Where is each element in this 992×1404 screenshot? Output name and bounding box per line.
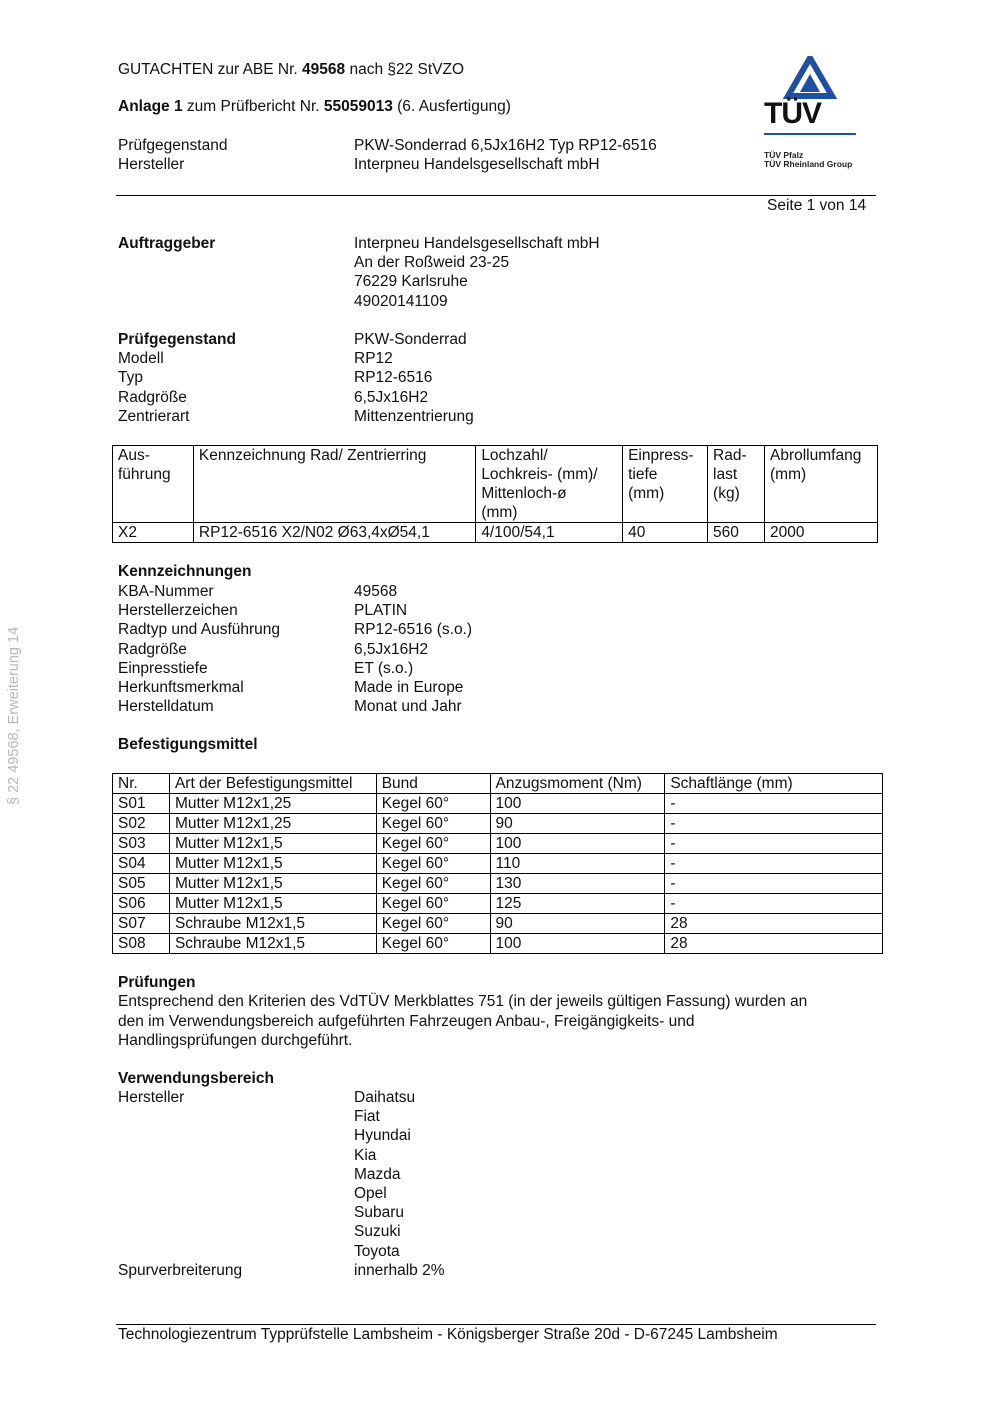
table-cell: Mutter M12x1,5 — [169, 854, 376, 874]
table-cell: RP12-6516 X2/N02 Ø63,4xØ54,1 — [193, 523, 475, 543]
field-value: Monat und Jahr — [354, 698, 462, 716]
table-header-cell: Bund — [376, 774, 490, 794]
field-value: RP12-6516 — [354, 369, 433, 387]
rad-table — [112, 445, 878, 543]
auftraggeber-section — [118, 234, 718, 311]
table-cell: Kegel 60° — [376, 814, 490, 834]
table-cell: - — [665, 854, 883, 874]
footer-address: Technologiezentrum Typprüfstelle Lambsheim - Königsberger Straße 20d - D-67245 Lambsheim — [118, 1326, 778, 1343]
table-cell: 2000 — [765, 523, 878, 543]
field-label: Herstelldatum — [118, 698, 214, 716]
hersteller-label: Hersteller — [118, 1089, 185, 1106]
subtitle-mid: zum Prüfbericht Nr. — [182, 98, 324, 115]
list-item: Daihatsu — [354, 1089, 416, 1106]
table-cell: Mutter M12x1,25 — [169, 794, 376, 814]
table-row — [113, 914, 883, 934]
table-cell: S08 — [113, 934, 170, 954]
table-cell: Mutter M12x1,5 — [169, 834, 376, 854]
list-item: Hyundai — [354, 1127, 411, 1145]
list-item: Subaru — [354, 1204, 404, 1222]
table-row — [113, 794, 883, 814]
list-item: Mazda — [354, 1165, 401, 1183]
table-header-cell: Lochzahl/ Lochkreis- (mm)/ Mittenloch-ø (mm) — [476, 446, 623, 523]
list-item: Suzuki — [354, 1223, 401, 1241]
table-row — [113, 874, 883, 894]
page-number: Seite 1 von 14 — [767, 197, 867, 214]
table-row — [113, 834, 883, 854]
field-label: Radgröße — [118, 640, 187, 658]
list-item: Toyota — [354, 1242, 400, 1260]
table-header-cell: Einpress- tiefe (mm) — [623, 446, 708, 523]
sidebar-reference-text: § 22 49568, Erweiterung 14 — [6, 626, 22, 805]
field-label: Zentrierart — [118, 407, 190, 425]
section-heading: Auftraggeber — [118, 235, 216, 252]
pruefbericht-number: 55059013 — [323, 98, 393, 115]
table-cell: Mutter M12x1,5 — [169, 874, 376, 894]
field-label: Herstellerzeichen — [118, 602, 238, 620]
befestigung-heading: Befestigungsmittel — [118, 736, 258, 753]
section-heading: Prüfgegenstand — [118, 331, 236, 348]
field-value: Mittenzentrierung — [354, 407, 474, 425]
table-cell: S05 — [113, 874, 170, 894]
report-subtitle — [118, 97, 511, 116]
table-cell: 100 — [490, 834, 665, 854]
table-header-cell: Schaftlänge (mm) — [665, 774, 883, 794]
table-cell: 28 — [665, 914, 883, 934]
table-cell: - — [665, 894, 883, 914]
table-cell: 125 — [490, 894, 665, 914]
table-cell: - — [665, 874, 883, 894]
kennzeichnungen-list — [118, 582, 718, 716]
kennzeichnungen-heading: Kennzeichnungen — [118, 563, 252, 580]
client-id: 49020141109 — [354, 292, 448, 310]
table-cell: - — [665, 794, 883, 814]
table-cell: - — [665, 814, 883, 834]
table-cell: Schraube M12x1,5 — [169, 934, 376, 954]
field-label: Radgröße — [118, 388, 187, 406]
field-value: 49568 — [354, 583, 398, 600]
table-header-cell: Rad- last (kg) — [708, 446, 765, 523]
table-cell: Kegel 60° — [376, 874, 490, 894]
table-cell: 130 — [490, 874, 665, 894]
field-value: PLATIN — [354, 602, 408, 620]
client-city: 76229 Karlsruhe — [354, 273, 468, 291]
table-header-cell: Aus- führung — [113, 446, 194, 523]
table-cell: X2 — [113, 523, 194, 543]
table-row — [113, 934, 883, 954]
report-title — [118, 60, 464, 79]
table-cell: 560 — [708, 523, 765, 543]
field-label: Typ — [118, 369, 143, 387]
table-cell: 100 — [490, 934, 665, 954]
table-cell: Kegel 60° — [376, 794, 490, 814]
section-value: PKW-Sonderrad — [354, 331, 467, 348]
table-cell: 90 — [490, 914, 665, 934]
table-header-row — [113, 774, 883, 794]
field-label: Herkunftsmerkmal — [118, 678, 244, 696]
table-cell: Kegel 60° — [376, 934, 490, 954]
header-value: PKW-Sonderrad 6,5Jx16H2 Typ RP12-6516 — [354, 137, 657, 154]
table-cell: S01 — [113, 794, 170, 814]
list-item: Opel — [354, 1184, 387, 1202]
tuev-logo-text: TÜV — [764, 97, 821, 130]
pruefungen-line: Handlingsprüfungen durchgeführt. — [118, 1032, 353, 1049]
table-cell: Kegel 60° — [376, 894, 490, 914]
pruefgegenstand-section — [118, 330, 718, 426]
table-cell: Mutter M12x1,5 — [169, 894, 376, 914]
field-value: RP12 — [354, 350, 393, 368]
header-label: Prüfgegenstand — [118, 137, 228, 154]
verwendungsbereich-heading: Verwendungsbereich — [118, 1070, 274, 1087]
table-cell: 90 — [490, 814, 665, 834]
table-cell: 100 — [490, 794, 665, 814]
spur-value: innerhalb 2% — [354, 1262, 445, 1279]
table-cell: Mutter M12x1,25 — [169, 814, 376, 834]
table-cell: - — [665, 834, 883, 854]
table-cell: S03 — [113, 834, 170, 854]
table-cell: 4/100/54,1 — [476, 523, 623, 543]
client-street: An der Roßweid 23-25 — [354, 254, 510, 272]
table-cell: S02 — [113, 814, 170, 834]
list-item: Kia — [354, 1146, 377, 1164]
table-cell: Schraube M12x1,5 — [169, 914, 376, 934]
table-row — [113, 814, 883, 834]
table-cell: Kegel 60° — [376, 834, 490, 854]
pruefungen-line: Entsprechend den Kriterien des VdTÜV Merkblattes 751 (in der jeweils gültigen Fassung) wurden an — [118, 993, 808, 1010]
title-suffix: nach §22 StVZO — [345, 61, 465, 78]
tuev-logo — [760, 56, 860, 176]
field-value: 6,5Jx16H2 — [354, 388, 429, 406]
table-row — [113, 523, 878, 543]
field-value: 6,5Jx16H2 — [354, 640, 429, 658]
table-cell: Kegel 60° — [376, 854, 490, 874]
field-label: Modell — [118, 350, 164, 368]
table-header-cell: Art der Befestigungsmittel — [169, 774, 376, 794]
pruefungen-heading: Prüfungen — [118, 974, 196, 991]
logo-subline-1: TÜV Pfalz — [764, 150, 804, 160]
table-header-cell: Abrollumfang (mm) — [765, 446, 878, 523]
field-value: RP12-6516 (s.o.) — [354, 621, 473, 639]
field-value: Made in Europe — [354, 678, 464, 696]
header-value: Interpneu Handelsgesellschaft mbH — [354, 156, 600, 174]
field-value: ET (s.o.) — [354, 659, 414, 677]
logo-rule — [764, 133, 856, 135]
table-header-cell: Anzugsmoment (Nm) — [490, 774, 665, 794]
spur-label: Spurverbreiterung — [118, 1262, 243, 1279]
table-cell: S04 — [113, 854, 170, 874]
table-cell: Kegel 60° — [376, 914, 490, 934]
table-cell: S06 — [113, 894, 170, 914]
table-row — [113, 894, 883, 914]
header-divider — [116, 195, 876, 196]
pruefungen-line: den im Verwendungsbereich aufgeführten Fahrzeugen Anbau-, Freigängigkeits- und — [118, 1013, 695, 1030]
field-label: Radtyp und Ausführung — [118, 621, 281, 639]
title-prefix: GUTACHTEN zur ABE Nr. — [118, 61, 303, 78]
table-cell: S07 — [113, 914, 170, 934]
table-cell: 40 — [623, 523, 708, 543]
befestigung-table — [112, 773, 883, 954]
table-cell: 110 — [490, 854, 665, 874]
table-header-cell: Kennzeichnung Rad/ Zentrierring — [193, 446, 475, 523]
header-info — [118, 136, 718, 174]
table-header-row — [113, 446, 878, 523]
abe-number: 49568 — [302, 61, 346, 78]
anlage-label: Anlage 1 — [118, 98, 183, 115]
subtitle-suffix: (6. Ausfertigung) — [392, 98, 511, 115]
client-name: Interpneu Handelsgesellschaft mbH — [354, 235, 600, 252]
list-item: Fiat — [354, 1108, 380, 1126]
field-label: Einpresstiefe — [118, 659, 208, 677]
table-row — [113, 854, 883, 874]
table-cell: 28 — [665, 934, 883, 954]
header-label: Hersteller — [118, 156, 185, 174]
hersteller-list — [354, 1088, 415, 1261]
table-header-cell: Nr. — [113, 774, 170, 794]
logo-subline-2: TÜV Rheinland Group — [764, 159, 853, 169]
field-label: KBA-Nummer — [118, 583, 214, 600]
